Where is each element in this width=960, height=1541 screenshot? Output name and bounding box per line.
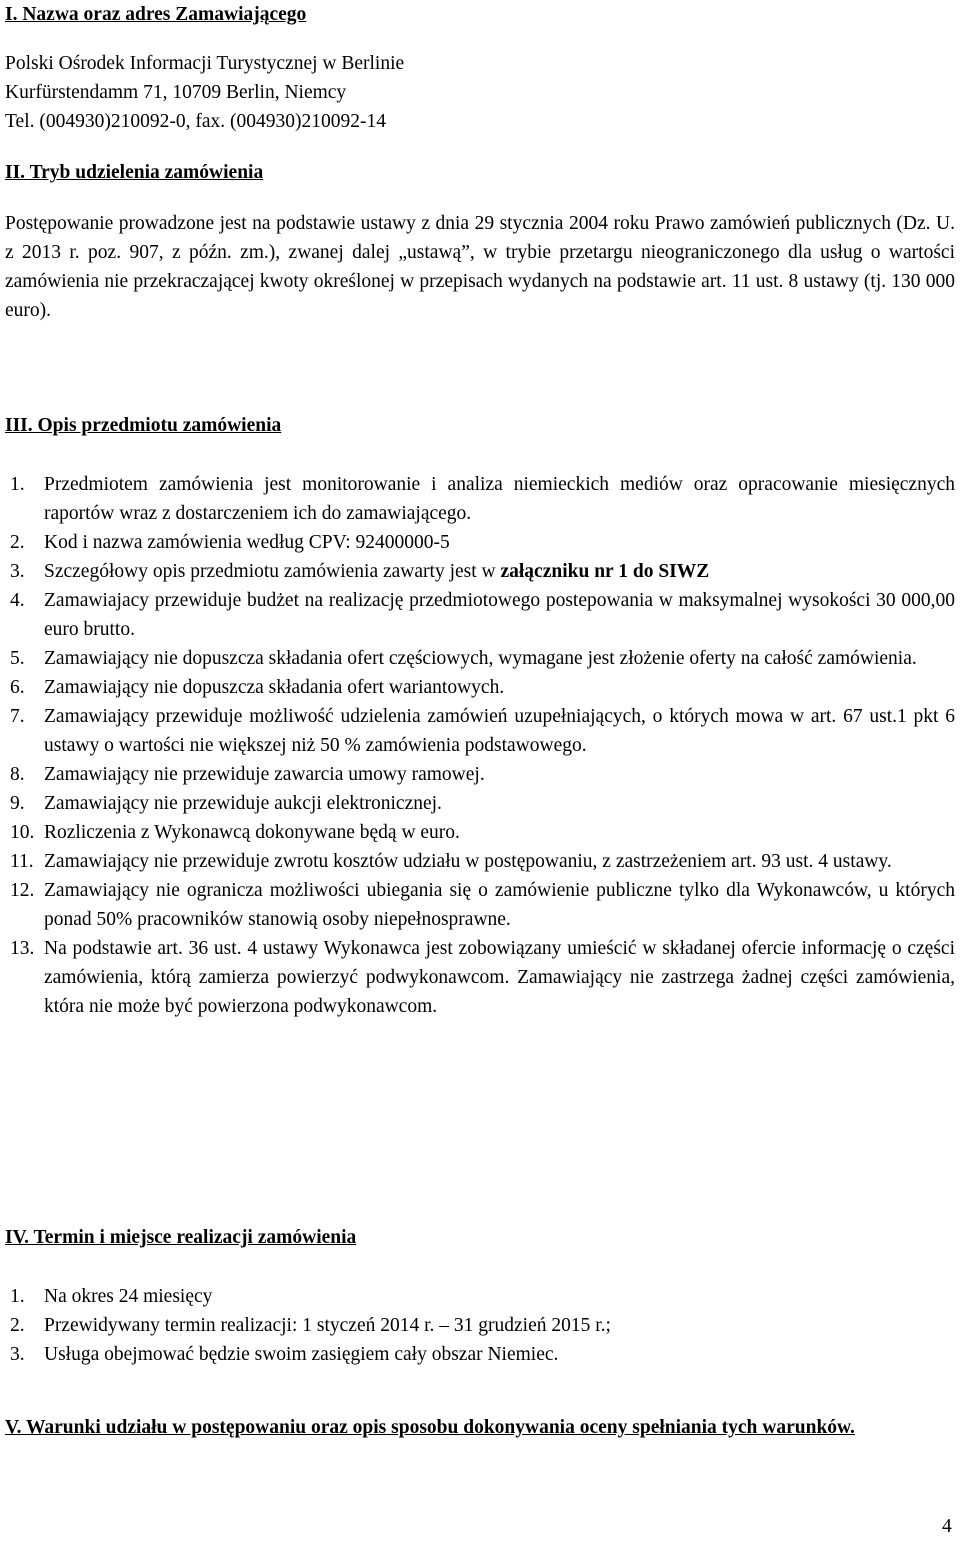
- section-4-heading: IV. Termin i miejsce realizacji zamówienia: [5, 1227, 357, 1248]
- list-item: 7. Zamawiający przewiduje możliwość udzielenia zamówień uzupełniających, o których mowa w art. 67 ust.1 pkt 6 ustawy o wartości nie większej niż 50 % zamówienia podstawowego.: [10, 706, 955, 756]
- list-item: 3. Usługa obejmować będzie swoim zasięgiem cały obszar Niemiec.: [10, 1344, 559, 1365]
- procedure-paragraph: Postępowanie prowadzone jest na podstawie ustawy z dnia 29 stycznia 2004 roku Prawo zamówień publicznych (Dz. U. z 2013 r. poz. 907, z późn. zm.), zwanej dalej „ustawą”, w trybie przetargu nieograniczonego dla usług o wartości zamówienia nie przekraczającej kwoty określonej w przepisach wydanych na podstawie art. 11 ust. 8 ustawy (tj. 130 000 euro).: [5, 213, 955, 321]
- section-2-heading: II. Tryb udzielenia zamówienia: [5, 162, 264, 183]
- list-item: 1. Przedmiotem zamówienia jest monitorowanie i analiza niemieckich mediów oraz opracowanie miesięcznych raportów wraz z dostarczeniem ich do zamawiającego.: [10, 474, 955, 524]
- list-item: 2. Kod i nazwa zamówienia według CPV: 92400000-5: [10, 532, 450, 553]
- list-item: 12. Zamawiający nie ogranicza możliwości ubiegania się o zamówienie publiczne tylko dla Wykonawców, u których ponad 50% pracowników stanowią osoby niepełnosprawne.: [10, 880, 955, 930]
- timeline-list: [5, 1282, 955, 1369]
- section-5-heading: V. Warunki udziału w postępowaniu oraz opis sposobu dokonywania oceny spełniania tych warunków.: [5, 1417, 855, 1438]
- contracting-authority-address: [5, 49, 404, 136]
- list-item: 8. Zamawiający nie przewiduje zawarcia umowy ramowej.: [10, 764, 485, 785]
- attachment-reference: załączniku nr 1 do SIWZ: [500, 561, 710, 582]
- page-number: 4: [942, 1516, 952, 1537]
- list-item: 13. Na podstawie art. 36 ust. 4 ustawy Wykonawca jest zobowiązany umieścić w składanej ofercie informację o części zamówienia, którą zamierza powierzyć podwykonawcom. Zamawiający nie zastrzega żadnej części zamówienia, która nie może być powierzona podwykonawcom.: [10, 938, 955, 1017]
- list-item: 6. Zamawiający nie dopuszcza składania ofert wariantowych.: [10, 677, 505, 698]
- section-3-heading: III. Opis przedmiotu zamówienia: [5, 415, 282, 436]
- list-item: 9. Zamawiający nie przewiduje aukcji elektronicznej.: [10, 793, 442, 814]
- list-item: 1. Na okres 24 miesięcy: [10, 1286, 213, 1307]
- list-item: 4. Zamawiajacy przewiduje budżet na realizację przedmiotowego postepowania w maksymalnej wysokości 30 000,00 euro brutto.: [10, 590, 955, 640]
- list-item: 10. Rozliczenia z Wykonawcą dokonywane będą w euro.: [10, 822, 460, 843]
- address-line-phone: Tel. (004930)210092-0, fax. (004930)210092-14: [5, 111, 386, 132]
- list-item: 11. Zamawiający nie przewiduje zwrotu kosztów udziału w postępowaniu, z zastrzeżeniem art. 93 ust. 4 ustawy.: [10, 851, 892, 872]
- list-item: 5. Zamawiający nie dopuszcza składania ofert częściowych, wymagane jest złożenie oferty na całość zamówienia.: [10, 648, 917, 669]
- section-1-heading: I. Nazwa oraz adres Zamawiającego: [5, 4, 307, 25]
- list-item: 3. Szczegółowy opis przedmiotu zamówienia zawarty jest w załączniku nr 1 do SIWZ: [10, 561, 710, 582]
- subject-list: [5, 470, 955, 1021]
- address-line-name: Polski Ośrodek Informacji Turystycznej w Berlinie: [5, 53, 405, 74]
- list-item: 2. Przewidywany termin realizacji: 1 styczeń 2014 r. – 31 grudzień 2015 r.;: [10, 1315, 611, 1336]
- address-line-street: Kurfürstendamm 71, 10709 Berlin, Niemcy: [5, 82, 347, 103]
